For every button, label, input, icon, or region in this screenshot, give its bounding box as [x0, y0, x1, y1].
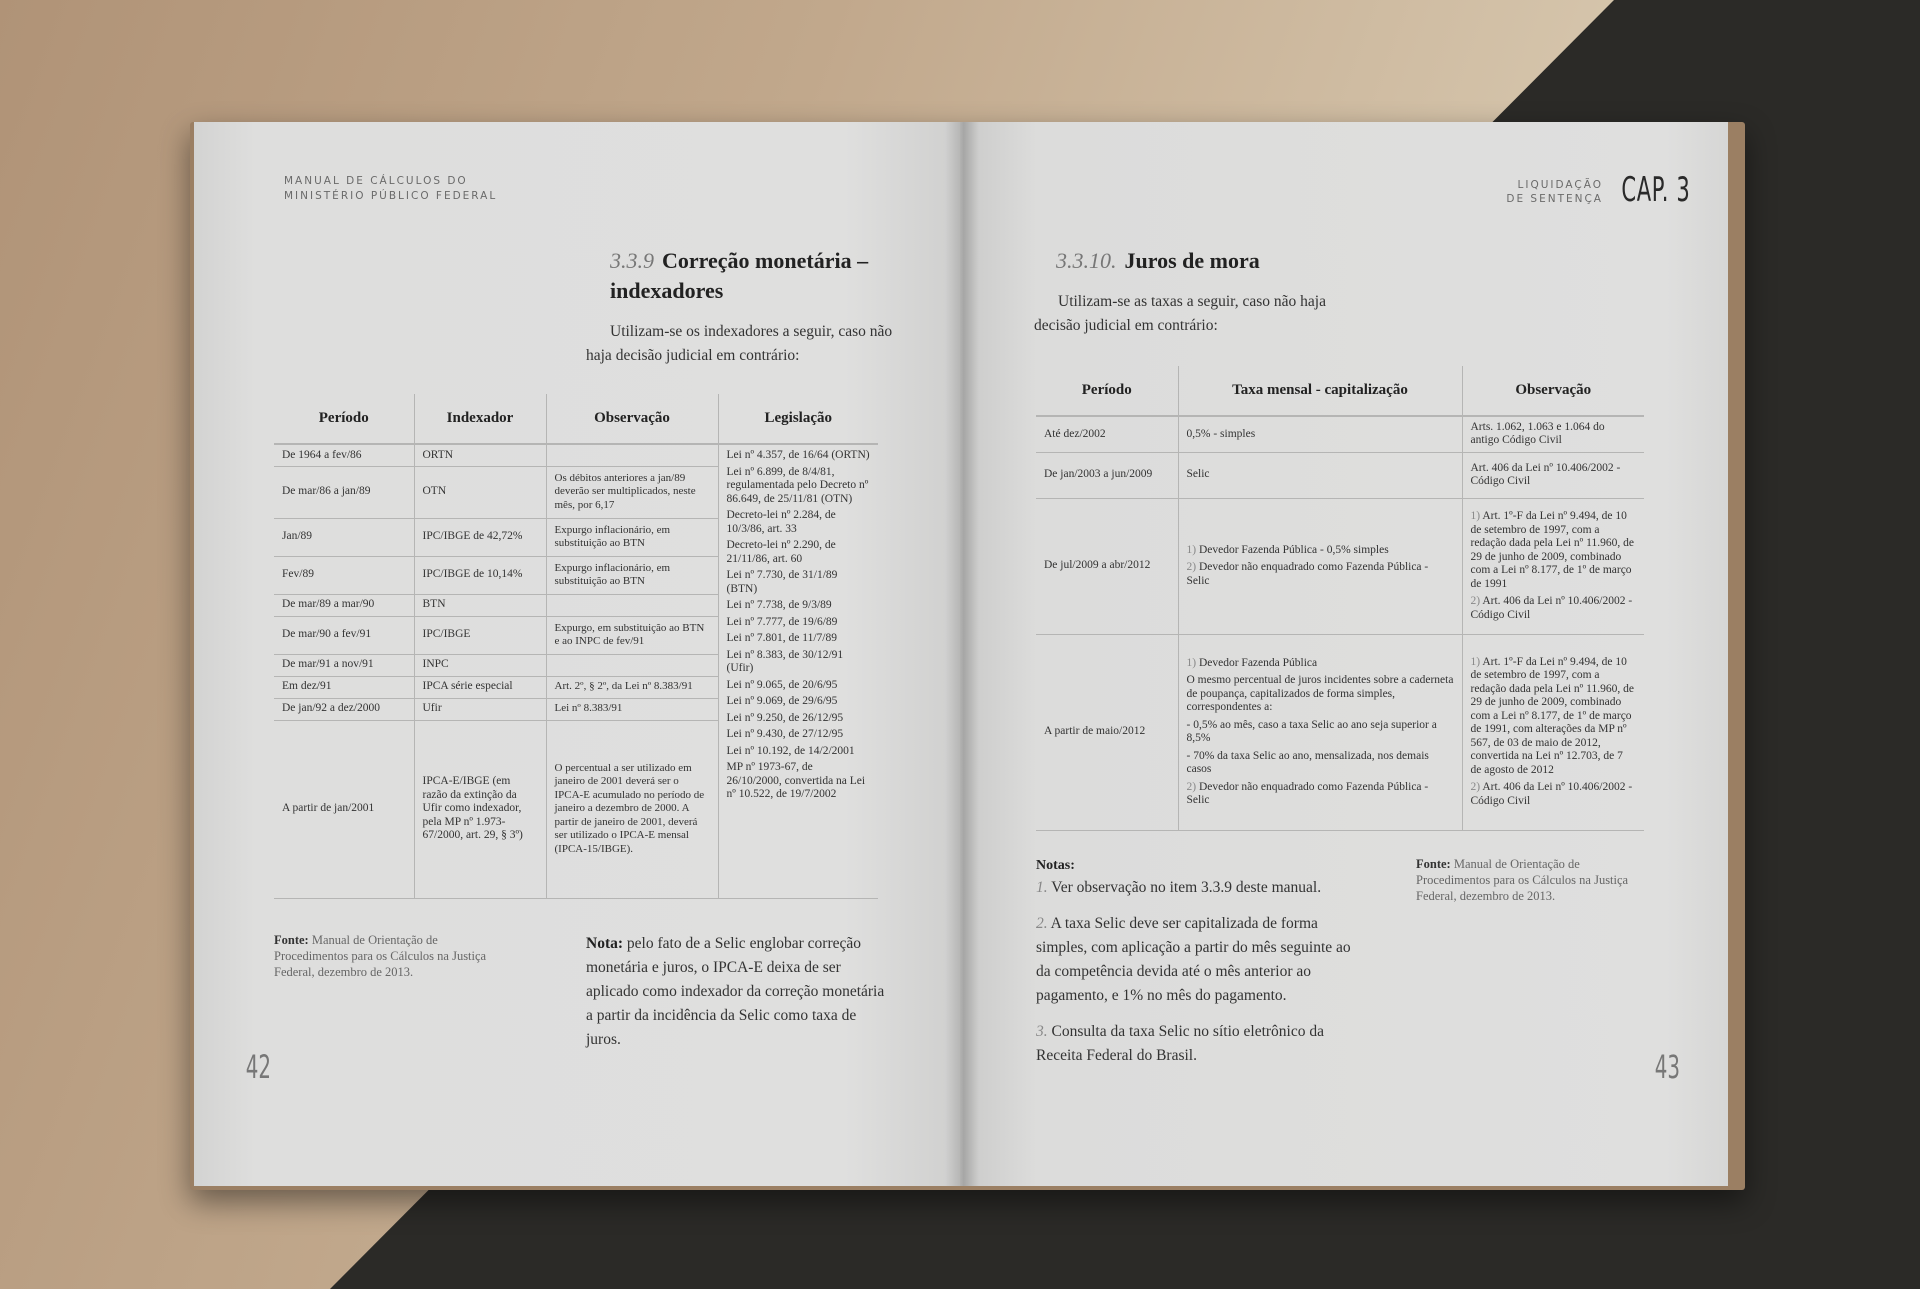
- cell-line: [1187, 719, 1454, 746]
- note-number: 1.: [1036, 879, 1048, 896]
- indexadores-table: [274, 394, 878, 899]
- indexer-cell: OTN: [414, 466, 546, 518]
- column-header: Período: [318, 409, 369, 426]
- observation-cell: [546, 444, 718, 466]
- legislation-item: Lei nº 9.430, de 27/12/95: [726, 728, 844, 740]
- indexer-cell: INPC: [414, 654, 546, 676]
- indexer-cell: BTN: [414, 594, 546, 616]
- source-text: Manual de Orientação de Procedimentos para os Cálculos na Justiça Federal, dezembro de 2013.: [274, 933, 487, 979]
- right-page: [960, 122, 1728, 1186]
- cell-line: [1471, 656, 1637, 778]
- page-number-right: 43: [1655, 1048, 1681, 1086]
- item-text: Devedor não enquadrado como Fazenda Pública - Selic: [1186, 561, 1429, 587]
- legislation-item: Lei nº 10.192, de 14/2/2001: [726, 744, 855, 757]
- period-cell: De mar/86 a jan/89: [282, 485, 371, 498]
- note-number: 3.: [1036, 1023, 1048, 1040]
- period-cell: Fev/89: [282, 568, 314, 581]
- section-title-line1: Correção monetária –: [662, 248, 869, 273]
- cell-line: [1187, 561, 1454, 588]
- observation-cell: O percentual a ser utilizado em janeiro de 2001 deverá ser o IPCA-E acumulado no período de janeiro a dezembro de 2000. A partir de janeiro de 2001, deverá ser utilizado o IPCA-E mensal (IPCA-15/IBGE).: [546, 720, 718, 898]
- note-item: [1036, 876, 1354, 900]
- observation-cell: [1462, 634, 1644, 830]
- item-text: Arts. 1.062, 1.063 e 1.064 do antigo Código Civil: [1470, 420, 1605, 447]
- note-paragraph: [586, 932, 886, 1052]
- source-note: [1416, 856, 1644, 904]
- column-header: Legislação: [718, 394, 878, 444]
- observation-cell: Expurgo inflacionário, em substituição ao BTN: [546, 518, 718, 556]
- notes-block: [1036, 856, 1354, 1080]
- item-text: Art. 1º-F da Lei nº 9.494, de 10 de setembro de 1997, com a redação dada pela Lei nº 11.960, de 29 de junho de 2009, combinado com a Lei nº 8.177, de 1º de março de 1991: [1470, 510, 1634, 590]
- running-header-right: [1506, 178, 1603, 206]
- observation-cell: Os débitos anteriores a jan/89 deverão ser multiplicados, neste mês, por 6,17: [546, 466, 718, 518]
- table-row: [274, 444, 878, 466]
- intro-line: Utilizam-se os indexadores a seguir, caso não: [610, 323, 893, 340]
- column-header: Observação: [1462, 366, 1644, 416]
- table-row: [1036, 452, 1644, 498]
- item-number: 2): [1186, 780, 1197, 793]
- chapter-marker: CAP. 3: [1620, 170, 1690, 210]
- table-row: [1036, 498, 1644, 634]
- cell-line: [1471, 595, 1637, 622]
- header-line: DE SENTENÇA: [1506, 193, 1603, 205]
- period-cell: De jan/92 a dez/2000: [282, 702, 381, 715]
- running-header-left: [284, 174, 497, 204]
- item-text: Art. 406 da Lei nº 10.406/2002 - Código Civil: [1470, 595, 1633, 621]
- observation-cell: Expurgo, em substituição ao BTN e ao INPC de fev/91: [546, 616, 718, 654]
- observation-cell: [1462, 498, 1644, 634]
- note-text: Ver observação no item 3.3.9 deste manual.: [1051, 879, 1322, 896]
- note-text: A taxa Selic deve ser capitalizada de forma simples, com aplicação a partir do mês seguinte ao da competência devida até o mês anterior ao pagamento, e 1% no mês do pagamento.: [1036, 915, 1351, 1004]
- legislation-item: Lei nº 7.738, de 9/3/89: [726, 599, 832, 611]
- period-cell: A partir de maio/2012: [1044, 725, 1146, 738]
- indexer-cell: IPC/IBGE de 10,14%: [414, 556, 546, 594]
- period-cell: Jan/89: [282, 530, 313, 543]
- period-cell: Em dez/91: [282, 680, 332, 693]
- source-label: Fonte:: [1416, 857, 1451, 871]
- item-text: Selic: [1186, 468, 1210, 481]
- column-header: Indexador: [414, 394, 546, 444]
- item-number: 2): [1186, 561, 1197, 574]
- item-number: 1): [1470, 655, 1481, 668]
- item-text: - 70% da taxa Selic ao ano, mensalizada, nos demais casos: [1186, 749, 1429, 775]
- item-text: Art. 406 da Lei nº 10.406/2002 - Código Civil: [1470, 461, 1621, 487]
- legislation-item: Lei nº 9.065, de 20/6/95: [726, 678, 838, 691]
- rate-cell: [1178, 634, 1462, 830]
- observation-cell: [546, 654, 718, 676]
- item-text: Devedor não enquadrado como Fazenda Pública - Selic: [1186, 780, 1429, 806]
- observation-cell: Art. 2º, § 2º, da Lei nº 8.383/91: [546, 676, 718, 698]
- indexer-cell: IPCA série especial: [414, 676, 546, 698]
- period-cell: A partir de jan/2001: [282, 802, 375, 815]
- note-number: 2.: [1036, 915, 1048, 932]
- page-number-left: 42: [245, 1048, 271, 1086]
- legislation-item: Lei nº 9.250, de 26/12/95: [726, 711, 844, 724]
- legislation-item: MP nº 1973-67, de 26/10/2000, convertida na Lei nº 10.522, de 19/7/2002: [726, 761, 866, 800]
- rate-cell: [1178, 416, 1462, 452]
- item-text: O mesmo percentual de juros incidentes sobre a caderneta de poupança, capitalizados de forma simples, correspondentes a:: [1186, 674, 1454, 713]
- observation-cell: [1462, 452, 1644, 498]
- section-title: Juros de mora: [1124, 248, 1260, 273]
- open-book: [190, 122, 1745, 1190]
- legislation-item: Lei nº 4.357, de 16/64 (ORTN): [726, 449, 870, 461]
- source-label: Fonte:: [274, 933, 309, 947]
- cell-line: [1187, 750, 1454, 777]
- cell-line: [1187, 781, 1454, 808]
- legislation-item: Lei nº 9.069, de 29/6/95: [726, 695, 838, 707]
- indexer-cell: Ufir: [414, 698, 546, 720]
- item-number: 1): [1186, 543, 1197, 556]
- period-cell: De mar/91 a nov/91: [282, 658, 374, 671]
- legislation-item: Decreto-lei nº 2.290, de 21/11/86, art. 60: [726, 539, 836, 565]
- section-heading: [610, 246, 910, 306]
- left-page: [194, 122, 960, 1186]
- column-header: Observação: [546, 394, 718, 444]
- cell-line: [1471, 421, 1637, 448]
- table-row: [1036, 634, 1644, 830]
- rate-cell: [1178, 452, 1462, 498]
- cell-line: [1187, 428, 1454, 442]
- intro-line: haja decisão judicial em contrário:: [586, 347, 800, 364]
- section-number: 3.3.9: [610, 248, 654, 273]
- intro-line: decisão judicial em contrário:: [1034, 317, 1218, 334]
- cell-line: [1471, 462, 1637, 489]
- intro-paragraph: [586, 320, 906, 368]
- item-number: 1): [1470, 510, 1481, 522]
- observation-cell: Lei nº 8.383/91: [546, 698, 718, 720]
- item-text: 0,5% - simples: [1186, 427, 1256, 440]
- legislation-item: Lei nº 7.730, de 31/1/89 (BTN): [726, 569, 838, 595]
- period-cell: De jan/2003 a jun/2009: [1044, 468, 1153, 481]
- note-text: Consulta da taxa Selic no sítio eletrônico da Receita Federal do Brasil.: [1036, 1023, 1324, 1064]
- cell-line: [1471, 781, 1637, 808]
- section-title-line2: indexadores: [610, 278, 724, 303]
- item-text: Devedor Fazenda Pública - 0,5% simples: [1198, 543, 1389, 556]
- legislation-cell: [718, 444, 878, 898]
- cell-line: [1187, 468, 1454, 482]
- observation-cell: [546, 594, 718, 616]
- item-number: 2): [1470, 781, 1481, 794]
- indexer-cell: IPC/IBGE de 42,72%: [414, 518, 546, 556]
- intro-line: Utilizam-se as taxas a seguir, caso não haja: [1058, 293, 1326, 310]
- source-note: [274, 932, 504, 980]
- source-text: Manual de Orientação de Procedimentos para os Cálculos na Justiça Federal, dezembro de 2013.: [1416, 857, 1629, 903]
- section-heading: [1056, 246, 1456, 276]
- note-text: pelo fato de a Selic englobar correção monetária e juros, o IPCA-E deixa de ser aplicado como indexador da correção monetária a partir da incidência da Selic como taxa de juros.: [586, 935, 885, 1048]
- intro-paragraph: [1034, 290, 1354, 338]
- rate-cell: [1178, 498, 1462, 634]
- period-cell: De jul/2009 a abr/2012: [1044, 559, 1151, 572]
- column-header: Período: [1081, 381, 1132, 398]
- header-line: MINISTÉRIO PÚBLICO FEDERAL: [284, 190, 498, 202]
- legislation-item: Lei nº 6.899, de 8/4/81, regulamentada pelo Decreto nº 86.649, de 25/11/81 (OTN): [726, 465, 869, 505]
- period-cell: De mar/90 a fev/91: [282, 628, 372, 641]
- legislation-item: Decreto-lei nº 2.284, de 10/3/86, art. 33: [726, 509, 836, 535]
- header-line: LIQUIDAÇÃO: [1517, 179, 1603, 191]
- cell-line: [1187, 674, 1454, 715]
- indexer-cell: IPC/IBGE: [414, 616, 546, 654]
- header-line: MANUAL DE CÁLCULOS DO: [284, 175, 468, 187]
- indexer-cell: IPCA-E/IBGE (em razão da extinção da Ufir como indexador, pela MP nº 1.973-67/2000, art. 29, § 3º): [414, 720, 546, 898]
- table-row: [1036, 416, 1644, 452]
- note-label: Nota:: [586, 935, 624, 952]
- note-item: [1036, 912, 1354, 1008]
- period-cell: De 1964 a fev/86: [282, 448, 362, 461]
- note-item: [1036, 1020, 1354, 1068]
- item-text: Devedor Fazenda Pública: [1198, 656, 1318, 669]
- item-number: 1): [1186, 656, 1197, 669]
- item-text: Art. 406 da Lei nº 10.406/2002 - Código Civil: [1470, 781, 1633, 807]
- observation-cell: Expurgo inflacionário, em substituição ao BTN: [546, 556, 718, 594]
- legislation-item: Lei nº 7.777, de 19/6/89: [726, 615, 838, 628]
- legislation-item: Lei nº 7.801, de 11/7/89: [726, 632, 837, 644]
- period-cell: Até dez/2002: [1044, 427, 1106, 440]
- section-number: 3.3.10.: [1056, 248, 1117, 273]
- cell-line: [1187, 657, 1454, 671]
- column-header: Taxa mensal - capitalização: [1178, 366, 1462, 416]
- cell-line: [1187, 544, 1454, 558]
- item-text: Art. 1º-F da Lei nº 9.494, de 10 de setembro de 1997, com a redação dada pela Lei nº 11.960, de 29 de junho de 2009, combinado com a Lei nº 8.177, de 1º de março de 1991, com alterações da MP nº 567, de 03 de maio de 2012, convertida na Lei nº 12.703, de 7 de agosto de 2012: [1470, 655, 1634, 776]
- book-spine: [945, 122, 979, 1186]
- indexer-cell: ORTN: [414, 444, 546, 466]
- observation-cell: [1462, 416, 1644, 452]
- item-text: - 0,5% ao mês, caso a taxa Selic ao ano seja superior a 8,5%: [1186, 718, 1437, 744]
- juros-table: [1036, 366, 1644, 831]
- cell-line: [1471, 510, 1637, 591]
- legislation-item: Lei nº 8.383, de 30/12/91 (Ufir): [726, 648, 844, 674]
- period-cell: De mar/89 a mar/90: [282, 598, 375, 611]
- notes-label: Notas:: [1036, 858, 1075, 873]
- item-number: 2): [1470, 595, 1481, 607]
